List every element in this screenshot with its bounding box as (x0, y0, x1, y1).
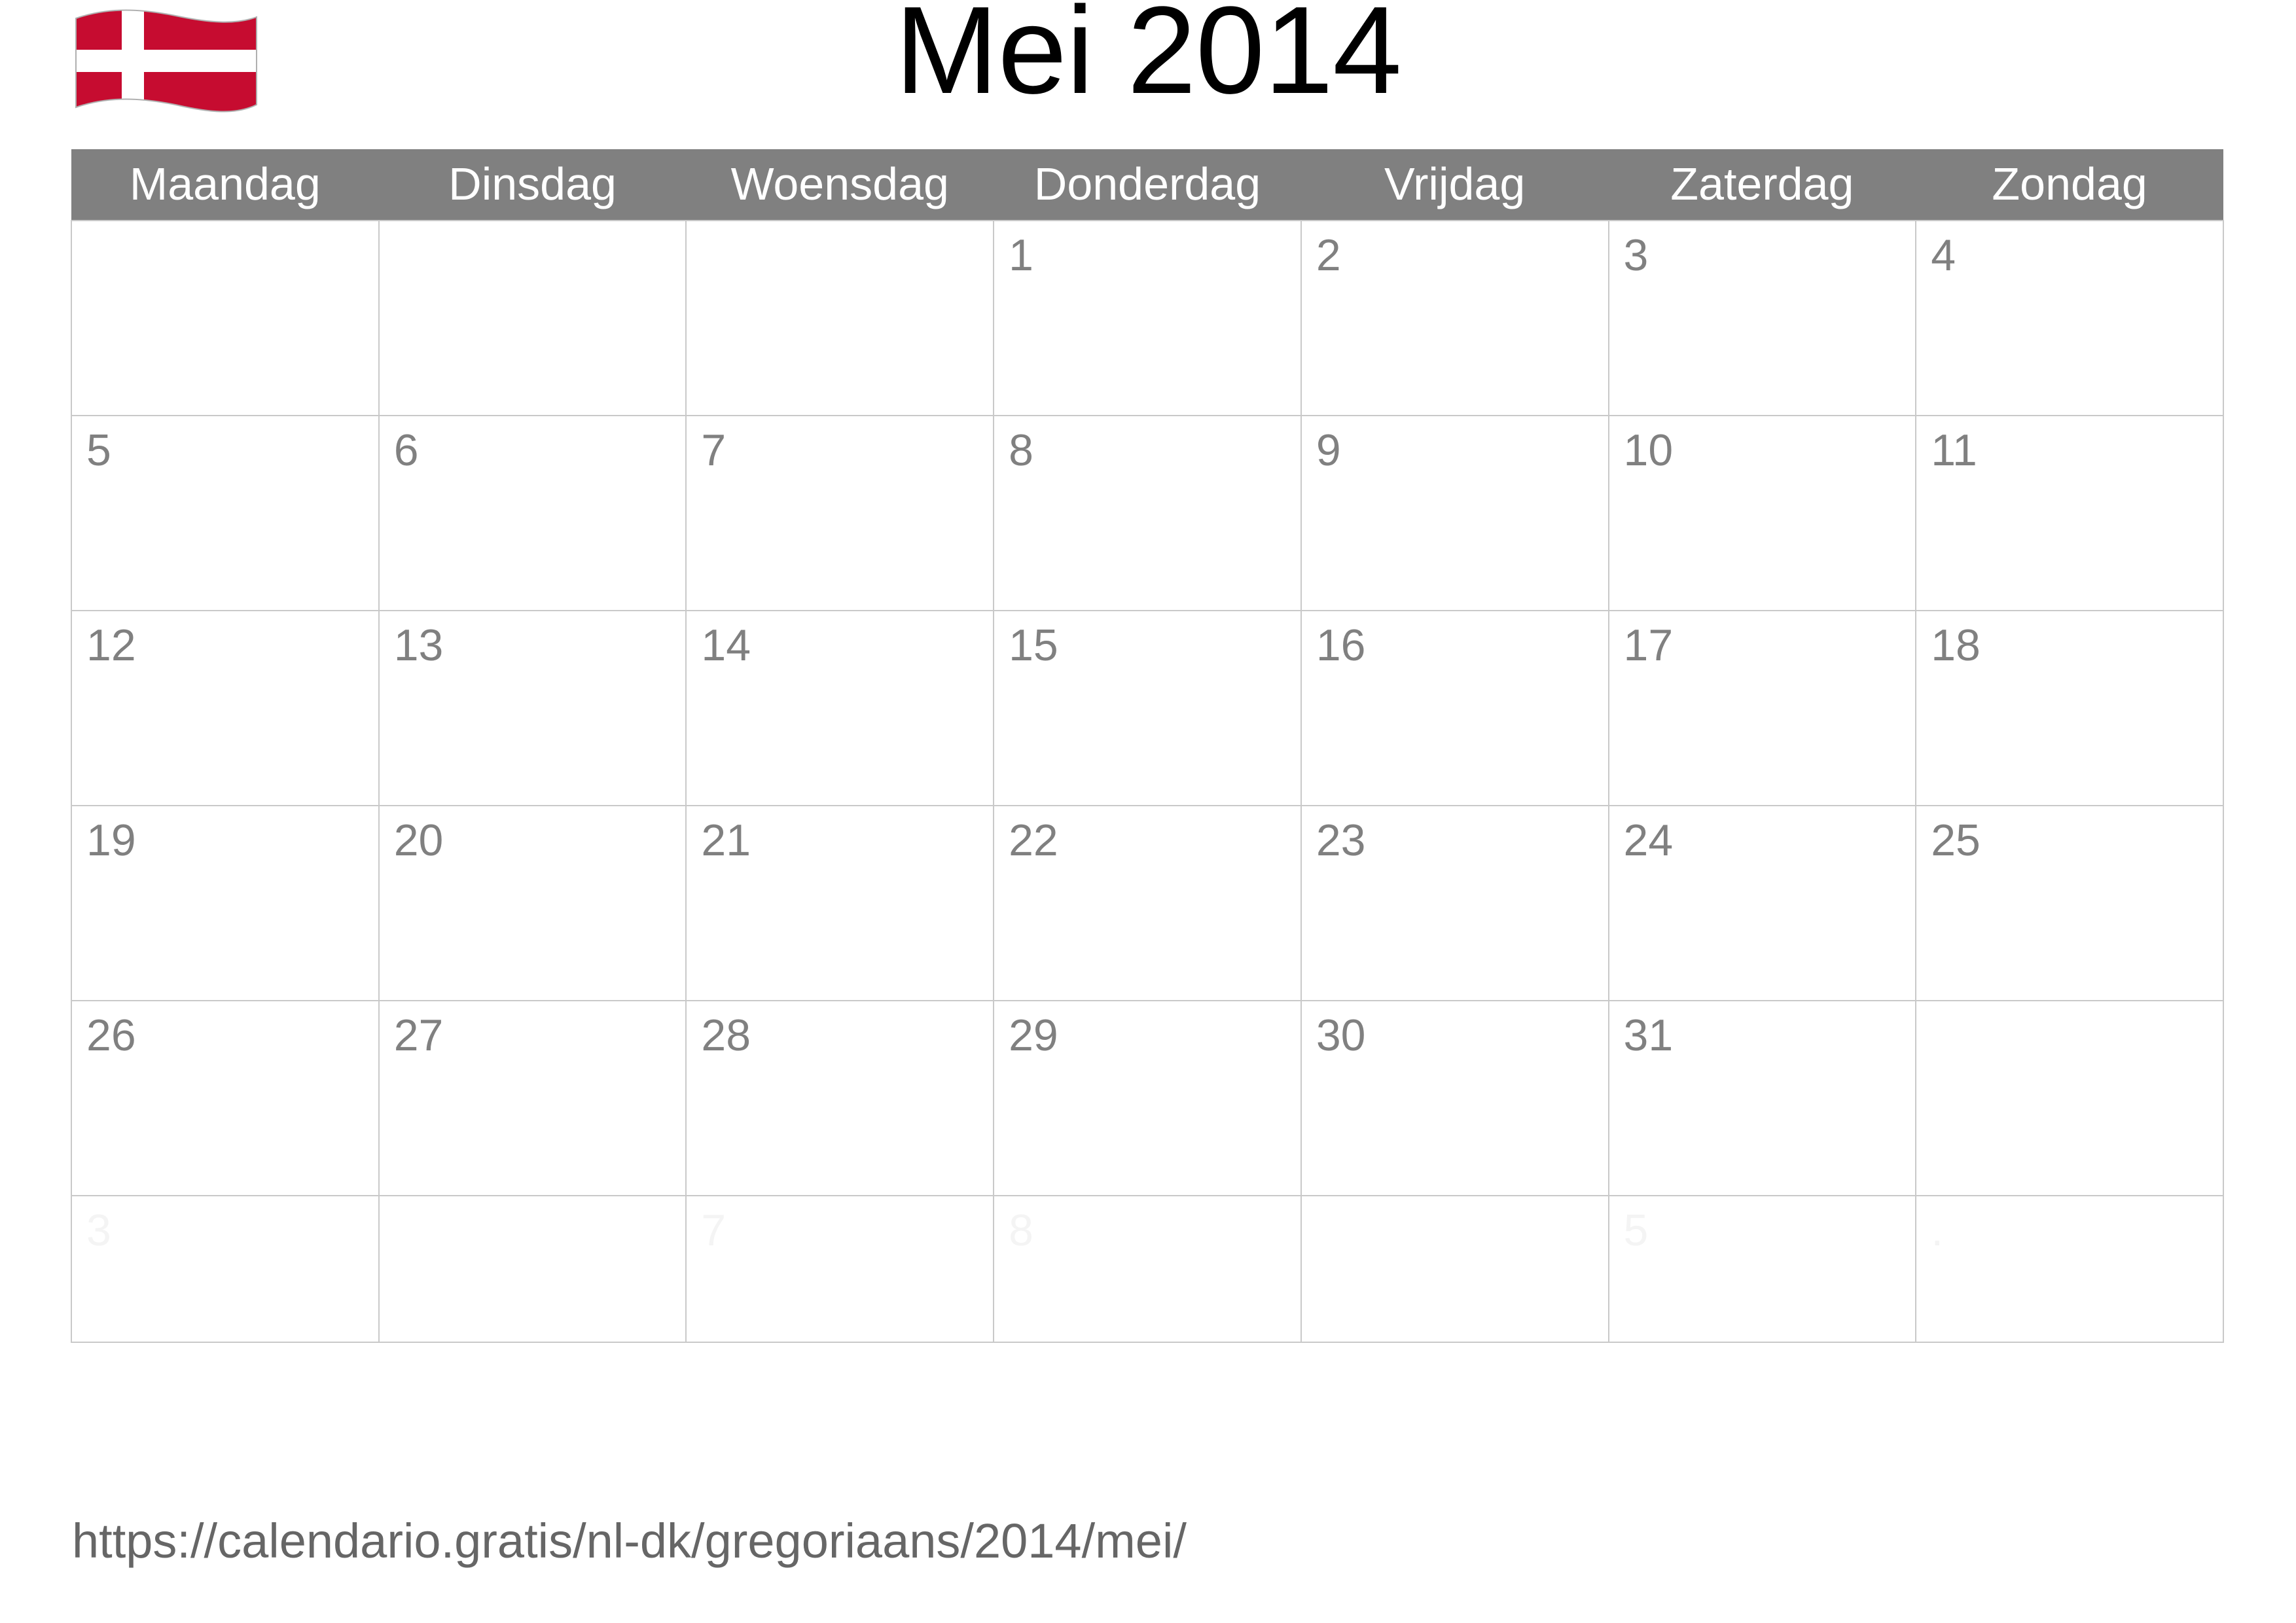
day-cell[interactable] (1916, 1001, 2223, 1196)
weekday-header-zondag: Zondag (1916, 149, 2223, 221)
day-number (380, 221, 686, 233)
day-cell[interactable] (686, 1001, 994, 1196)
day-cell[interactable] (71, 416, 379, 611)
day-number: 25 (1931, 815, 1981, 865)
day-cell[interactable] (1301, 1001, 1609, 1196)
day-number: 4 (1931, 230, 1956, 280)
weekday-header-dinsdag: Dinsdag (379, 149, 687, 221)
weekday-header-zaterdag: Zaterdag (1609, 149, 1916, 221)
day-number: 18 (1931, 620, 1981, 670)
day-number: 13 (393, 620, 444, 670)
day-cell[interactable] (379, 611, 687, 806)
day-cell[interactable] (686, 1196, 994, 1342)
day-number: 12 (86, 620, 136, 670)
day-cell[interactable] (1609, 1196, 1916, 1342)
day-number (1916, 1001, 2223, 1013)
day-number (380, 1196, 686, 1208)
day-number: 23 (1316, 815, 1366, 865)
day-number: 3 (86, 1205, 111, 1255)
day-number: 7 (701, 1205, 726, 1255)
day-number (1302, 1196, 1608, 1208)
day-number: 10 (1623, 425, 1674, 475)
weekday-header-woensdag: Woensdag (686, 149, 994, 221)
day-number: 22 (1009, 815, 1058, 865)
day-cell[interactable] (71, 1196, 379, 1342)
day-cell[interactable] (686, 611, 994, 806)
day-number: 27 (393, 1010, 444, 1060)
day-cell[interactable] (71, 221, 379, 416)
day-number: 19 (86, 815, 136, 865)
day-number: 24 (1623, 815, 1674, 865)
day-cell[interactable] (994, 416, 1301, 611)
day-number: 26 (86, 1010, 136, 1060)
day-number (72, 221, 378, 233)
day-cell[interactable] (71, 806, 379, 1001)
day-cell[interactable] (686, 806, 994, 1001)
weekday-header-maandag: Maandag (71, 149, 379, 221)
day-cell[interactable] (1301, 1196, 1609, 1342)
day-cell[interactable] (1916, 416, 2223, 611)
day-number: 17 (1623, 620, 1674, 670)
day-cell[interactable] (1916, 611, 2223, 806)
day-number (687, 221, 993, 233)
day-cell[interactable] (1301, 806, 1609, 1001)
day-number: 30 (1316, 1010, 1366, 1060)
weekday-header-donderdag: Donderdag (994, 149, 1301, 221)
weekday-header-row (71, 149, 2223, 221)
day-cell[interactable] (994, 1001, 1301, 1196)
day-number: 20 (393, 815, 444, 865)
day-cell[interactable] (994, 806, 1301, 1001)
day-cell[interactable] (994, 1196, 1301, 1342)
day-cell[interactable] (1301, 416, 1609, 611)
day-cell[interactable] (686, 221, 994, 416)
day-number: . (1931, 1205, 1944, 1255)
day-number: 21 (701, 815, 751, 865)
page-title: Mei 2014 (895, 0, 1401, 120)
month-calendar-table (71, 149, 2224, 1343)
day-cell[interactable] (1301, 611, 1609, 806)
day-number: 2 (1316, 230, 1341, 280)
day-cell[interactable] (994, 611, 1301, 806)
day-cell[interactable] (1916, 806, 2223, 1001)
day-cell[interactable] (1609, 806, 1916, 1001)
day-number: 8 (1009, 1205, 1033, 1255)
day-cell[interactable] (71, 1001, 379, 1196)
day-cell[interactable] (1609, 611, 1916, 806)
day-cell[interactable] (1916, 221, 2223, 416)
day-number: 16 (1316, 620, 1366, 670)
day-number: 14 (701, 620, 751, 670)
day-number: 31 (1623, 1010, 1674, 1060)
day-number: 11 (1931, 425, 1977, 475)
day-number: 6 (393, 425, 419, 475)
day-number: 5 (86, 425, 111, 475)
day-number: 7 (701, 425, 726, 475)
day-cell[interactable] (1609, 221, 1916, 416)
page-header (0, 0, 2296, 147)
day-number: 5 (1623, 1205, 1649, 1255)
day-cell[interactable] (379, 1196, 687, 1342)
day-cell[interactable] (1609, 1001, 1916, 1196)
week-row (71, 221, 2223, 416)
day-cell[interactable] (379, 221, 687, 416)
day-cell[interactable] (71, 611, 379, 806)
week-row-overflow (71, 1196, 2223, 1342)
day-number: 8 (1009, 425, 1033, 475)
day-cell[interactable] (379, 1001, 687, 1196)
week-row (71, 416, 2223, 611)
week-row (71, 1001, 2223, 1196)
day-number: 28 (701, 1010, 751, 1060)
day-number: 3 (1623, 230, 1649, 280)
day-cell[interactable] (686, 416, 994, 611)
source-url[interactable]: https://calendario.gratis/nl-dk/gregoriaans/2014/mei/ (72, 1514, 1187, 1568)
week-row (71, 611, 2223, 806)
day-cell[interactable] (1609, 416, 1916, 611)
day-number: 9 (1316, 425, 1341, 475)
week-row (71, 806, 2223, 1001)
weekday-header-vrijdag: Vrijdag (1301, 149, 1609, 221)
day-cell[interactable] (1301, 221, 1609, 416)
day-cell[interactable] (379, 806, 687, 1001)
day-cell[interactable] (1916, 1196, 2223, 1342)
day-cell[interactable] (379, 416, 687, 611)
day-number: 29 (1009, 1010, 1058, 1060)
day-cell[interactable] (994, 221, 1301, 416)
day-number: 15 (1009, 620, 1058, 670)
day-number: 1 (1009, 230, 1033, 280)
